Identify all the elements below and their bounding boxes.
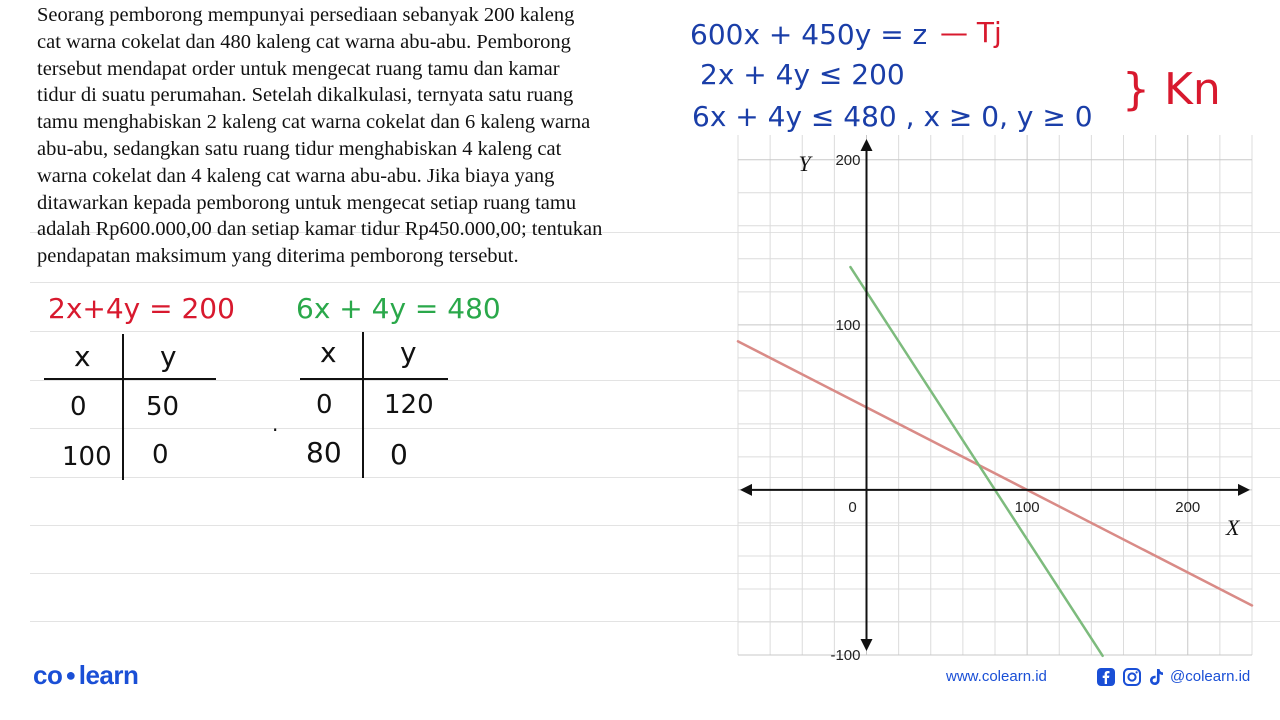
table-header-x: x — [320, 336, 337, 369]
table-cell: 0 — [390, 438, 408, 471]
problem-line: warna cokelat dan 4 kaleng cat warna abu-abu. Jika biaya yang — [37, 164, 555, 187]
table-cell: 0 — [152, 440, 169, 470]
y-axis-label: Y — [798, 151, 811, 176]
problem-line: tidur di suatu perumahan. Setelah dikalkulasi, ternyata satu ruang — [37, 84, 574, 107]
x-tick-label: 100 — [1014, 498, 1040, 516]
x-tick-label: 200 — [1175, 498, 1201, 516]
objective-tag: — Tj — [940, 16, 1002, 49]
x-axis-arrow-right — [1238, 484, 1250, 496]
problem-line: tamu menghabiskan 2 kaleng cat warna cokelat dan 6 kaleng warna — [37, 111, 591, 134]
problem-line: ditawarkan kepada pemborong untuk mengecat setiap ruang tamu — [37, 191, 577, 214]
y-axis-arrow-up — [861, 139, 873, 151]
y-axis-arrow-down — [861, 639, 873, 651]
table-cell: 0 — [316, 390, 333, 420]
table-header-y: y — [400, 336, 417, 369]
logo-learn: learn — [78, 660, 139, 690]
problem-line: tersebut mendapat order untuk mengecat ruang tamu dan kamar — [37, 57, 560, 80]
constraint-1: 2x + 4y ≤ 200 — [700, 58, 905, 91]
stray-dot: · — [272, 418, 279, 442]
colearn-logo: co ● learn — [33, 660, 139, 690]
x-tick-label: 0 — [848, 498, 857, 516]
problem-text — [37, 2, 677, 270]
problem-line: cat warna cokelat dan 480 kaleng cat warna abu-abu. Pemborong — [37, 30, 571, 53]
tiktok-icon[interactable] — [1146, 667, 1166, 687]
logo-co: co — [33, 660, 63, 690]
constraints-tag: } Kn — [1122, 64, 1221, 115]
equation-1-title: 2x+4y = 200 — [48, 292, 235, 325]
y-tick-label: 200 — [835, 151, 861, 169]
series-line-2 — [850, 267, 1102, 656]
problem-line: pendapatan maksimum yang diterima pemborong tersebut. — [37, 245, 519, 268]
equation-2-title: 6x + 4y = 480 — [296, 292, 501, 325]
problem-line: abu-abu, sedangkan satu ruang tidur menghabiskan 4 kaleng cat — [37, 137, 562, 160]
table-cell: 80 — [306, 436, 342, 469]
y-tick-label: -100 — [830, 647, 861, 664]
y-tick-label: 100 — [835, 316, 861, 334]
line-graph — [738, 135, 1252, 664]
x-axis-label: X — [1226, 514, 1240, 540]
table-cell: 120 — [384, 390, 434, 420]
table-cell: 50 — [146, 392, 180, 422]
website-link[interactable]: www.colearn.id — [946, 668, 1047, 685]
x-axis-arrow-left — [740, 484, 752, 496]
facebook-icon[interactable] — [1096, 667, 1116, 687]
social-handle[interactable]: @colearn.id — [1170, 668, 1251, 685]
table-cell: 100 — [62, 442, 112, 472]
objective-function: 600x + 450y = z — [690, 18, 928, 51]
table-cell: 0 — [70, 392, 87, 422]
table-header-x: x — [74, 340, 91, 373]
graph-grid — [738, 135, 1252, 655]
constraint-2: 6x + 4y ≤ 480 , x ≥ 0, y ≥ 0 — [692, 100, 1093, 133]
table-header-y: y — [160, 340, 177, 373]
problem-line: adalah Rp600.000,00 dan setiap kamar tidur Rp450.000,00; tentukan — [37, 218, 603, 241]
instagram-icon[interactable] — [1122, 667, 1142, 687]
problem-line: Seorang pemborong mempunyai persediaan sebanyak 200 kaleng — [37, 4, 575, 26]
